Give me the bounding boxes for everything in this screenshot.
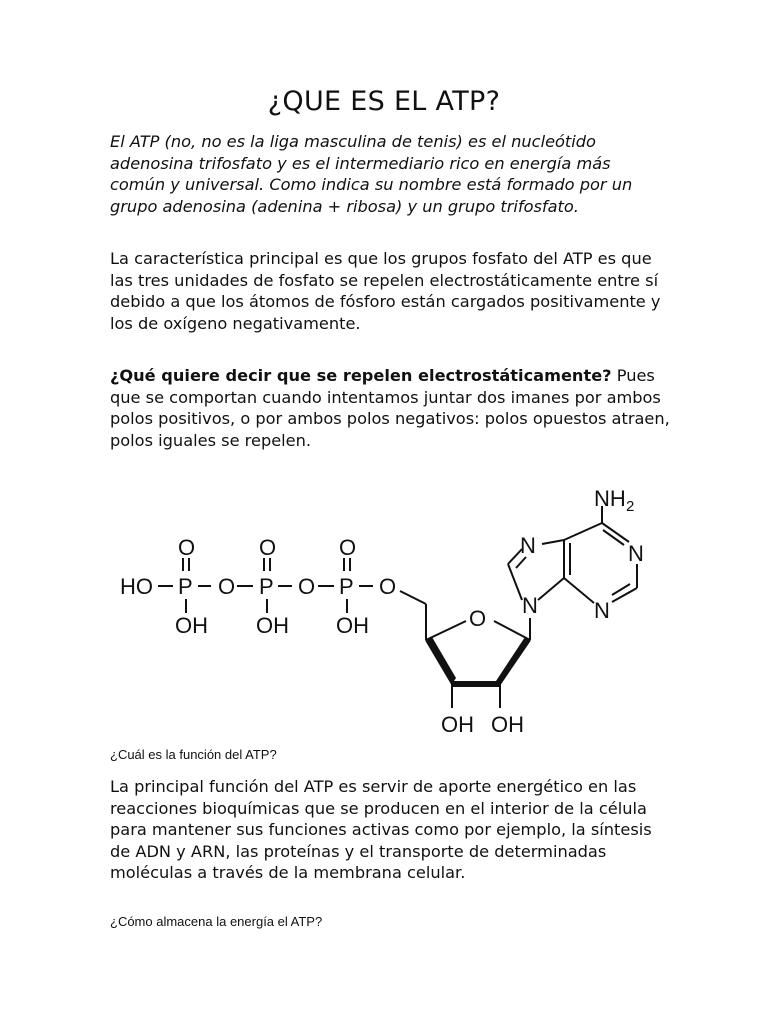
label-p1: P [178,574,193,599]
label-nh2: NH [594,486,626,511]
label-n9: N [522,593,538,618]
ribose-bold-bond-left [426,637,456,684]
label-oh-p3: OH [336,613,369,638]
label-o-ring: O [469,606,487,631]
label-n1: N [628,541,644,566]
label-oh-ribose1: OH [441,712,474,737]
label-oh-p2: OH [256,613,289,638]
label-p2: P [259,574,274,599]
energy-storage-question: ¿Cómo almacena la energía el ATP? [110,914,323,929]
label-o-bridge3: O [379,574,397,599]
page-title: ¿QUE ES EL ATP? [267,86,501,117]
atp-structure-figure [110,478,670,744]
label-oh-ribose2: OH [491,712,524,737]
repulsion-question: ¿Qué quiere decir que se repelen electrostáticamente? [110,366,612,385]
label-o-bridge2: O [298,574,316,599]
function-paragraph: La principal función del ATP es servir de aporte energético en las reacciones bioquímicas que se producen en el interior de la célula para mantener sus funciones activas como por ejemplo, la síntesis de ADN y ARN, las proteínas y el transporte de determinadas moléculas a través de la membrana celular. [110,777,652,882]
phosphate-paragraph: La característica principal es que los grupos fosfato del ATP es que las tres unidades de fosfato se repelen electrostáticamente entre sí debido a que los átomos de fósforo están cargados positivamente y los de oxígeno negativamente. [110,249,661,333]
label-ho: HO [120,574,153,599]
label-p3: P [339,574,354,599]
bond-lines [158,506,637,708]
intro-paragraph: El ATP (no, no es la liga masculina de tenis) es el nucleótido adenosina trifosfato y es el intermediario rico en energía más común y universal. Como indica su nombre está formado por un grupo adenosina (adenina + ribosa) y un grupo trifosfato. [110,132,633,216]
atom-labels [120,486,644,737]
ribose-bold-bond-right [496,637,530,684]
ribose-bold-bond-bottom [452,681,500,687]
function-question: ¿Cuál es la función del ATP? [110,747,277,762]
label-o-top2: O [259,535,277,560]
label-o-bridge1: O [218,574,236,599]
repulsion-paragraph [110,365,670,451]
label-nh2-subscript: 2 [626,498,635,515]
label-n7: N [520,533,536,558]
label-oh-p1: OH [175,613,208,638]
label-o-top1: O [178,535,196,560]
label-n3: N [594,598,610,623]
atp-structure-diagram [110,478,670,744]
repulsion-answer: Pues que se comportan cuando intentamos juntar dos imanes por ambos polos positivos, o por ambos polos negativos: polos opuestos atraen, polos iguales se repelen. [110,366,670,450]
label-o-top3: O [339,535,357,560]
